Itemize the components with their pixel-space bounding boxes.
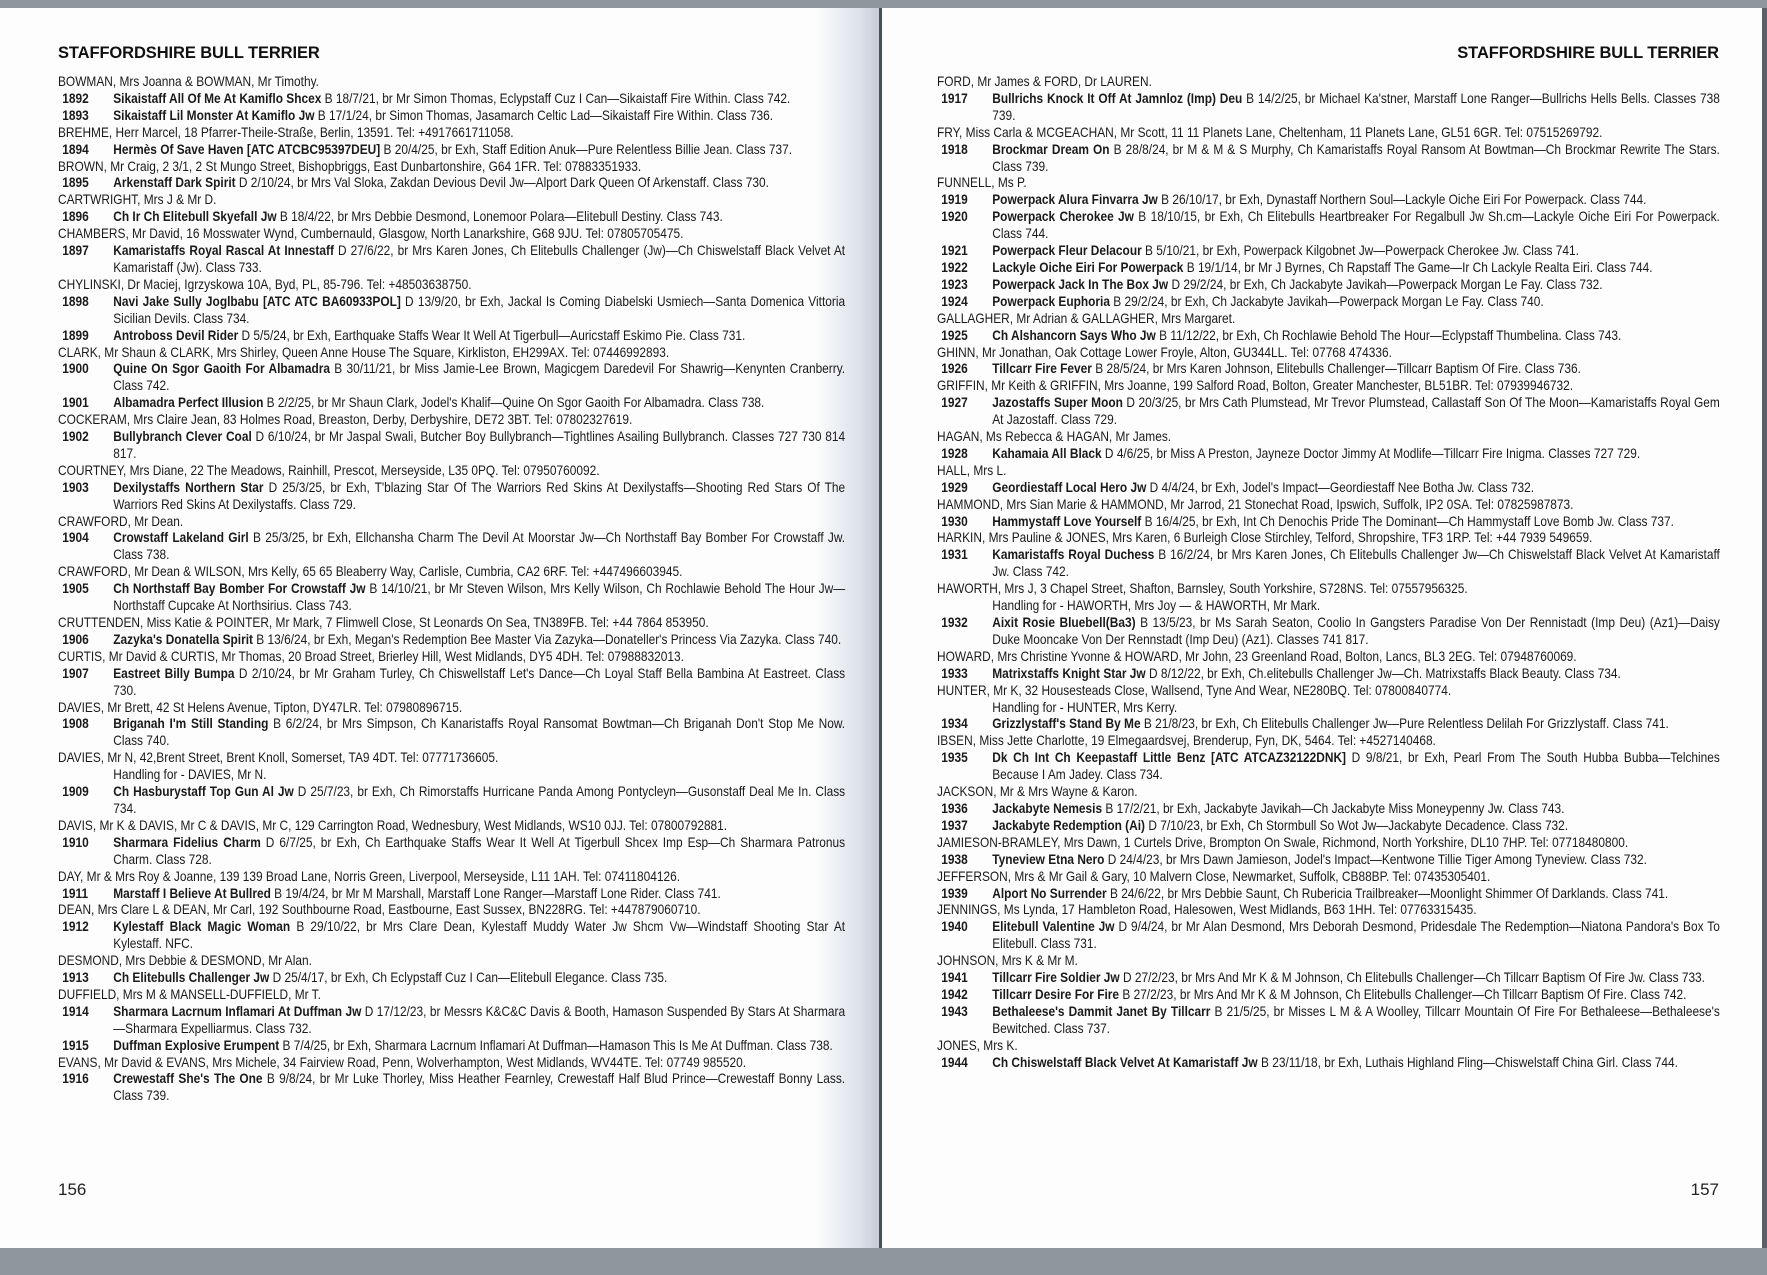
dog-name: Kylestaff Black Magic Woman: [113, 918, 291, 935]
entry-number: 1931: [941, 546, 968, 563]
dog-entry: [937, 665, 1720, 682]
entry-number: 1913: [62, 969, 89, 986]
entry-number: 1939: [941, 884, 968, 901]
entry-number: 1894: [62, 140, 89, 157]
entry-number: 1909: [62, 783, 89, 800]
exhibitor-line: JONES, Mrs K.: [937, 1036, 1018, 1053]
dog-entry: [58, 428, 845, 462]
entry-number: 1937: [941, 816, 968, 833]
dog-details: B 17/1/24, br Simon Thomas, Jasamarch Celtic Lad—Sikaistaff Fire Within. Class 736.: [317, 106, 774, 123]
entry-number: 1911: [62, 884, 89, 901]
dog-details: D 9/4/24, br Mr Alan Desmond, Mrs Deborah Desmond, Pridesdale The Redemption—Niatona Pandora's Box To Elitebull. Class 731.: [992, 918, 1720, 952]
dog-entry: [937, 1054, 1720, 1071]
dog-name: Hammystaff Love Yourself: [992, 512, 1142, 529]
entry-number: 1893: [62, 106, 89, 123]
dog-details: B 16/4/25, br Exh, Int Ch Denochis Pride The Dominant—Ch Hammystaff Love Bomb Jw. Class 737.: [1144, 512, 1674, 529]
exhibitor-line: DESMOND, Mrs Debbie & DESMOND, Mr Alan.: [58, 952, 312, 969]
entry-number: 1923: [941, 275, 968, 292]
dog-details: B 19/4/24, br Mr M Marshall, Marstaff Lone Ranger—Marstaff Lone Rider. Class 741.: [274, 884, 721, 901]
dog-name: Quine On Sgor Gaoith For Albamadra: [113, 360, 330, 377]
dog-name: Powerpack Fleur Delacour: [992, 242, 1142, 259]
dog-name: Dexilystaffs Northern Star: [113, 478, 264, 495]
dog-name: Tillcarr Fire Soldier Jw: [992, 969, 1120, 986]
entry-list: [58, 73, 845, 1104]
handling-note: Handling for - HUNTER, Mrs Kerry.: [992, 698, 1178, 715]
dog-details: B 18/10/15, br Exh, Ch Elitebulls Heartbreaker For Regalbull Jw Sh.cm—Lackyle Oiche Eiri For Powerpack. Class 744.: [992, 208, 1720, 242]
dog-entry: [937, 360, 1720, 377]
exhibitor-line: GRIFFIN, Mr Keith & GRIFFIN, Mrs Joanne, 199 Salford Road, Bolton, Greater Manchester, BL51BR. Tel: 07939946732.: [937, 377, 1574, 394]
entry-number: 1928: [941, 444, 968, 461]
dog-entry: [937, 800, 1720, 817]
entry-number: 1927: [941, 394, 968, 411]
dog-name: Sikaistaff Lil Monster At Kamiflo Jw: [113, 106, 315, 123]
dog-details: D 24/4/23, br Mrs Dawn Jamieson, Jodel's Impact—Kentwone Tillie Tiger Among Tyneview. Class 732.: [1107, 850, 1647, 867]
entry-number: 1921: [941, 242, 968, 259]
dog-entry: [937, 141, 1720, 175]
dog-name: Brockmar Dream On: [992, 140, 1110, 157]
dog-name: Alport No Surrender: [992, 884, 1107, 901]
dog-name: Sikaistaff All Of Me At Kamiflo Shcex: [113, 89, 322, 106]
entry-number: 1936: [941, 799, 968, 816]
dog-details: D 2/10/24, br Mrs Val Sloka, Zakdan Devious Devil Jw—Alport Dark Queen Of Arkenstaff. Class 730.: [238, 174, 769, 191]
exhibitor-line: JENNINGS, Ms Lynda, 17 Hambleton Road, Halesowen, West Midlands, B63 1HH. Tel: 07763315435.: [937, 901, 1477, 918]
dog-entry: [937, 90, 1720, 124]
entry-number: 1902: [62, 428, 89, 445]
dog-name: Powerpack Jack In The Box Jw: [992, 275, 1169, 292]
dog-details: D 25/7/23, br Exh, Ch Rimorstaffs Hurricane Panda Among Pontycleyn—Gusonstaff Deal Me In. Class 734.: [113, 783, 846, 816]
dog-details: D 27/6/22, br Mrs Karen Jones, Ch Elitebulls Challenger (Jw)—Ch Chiswelstaff Black Velvet At Kamaristaff (Jw). Class 733.: [113, 242, 846, 275]
dog-name: Jackabyte Redemption (Ai): [992, 816, 1146, 833]
dog-details: B 20/4/25, br Exh, Staff Edition Anuk—Pure Relentless Billie Jean. Class 737.: [383, 140, 793, 157]
entry-number: 1938: [941, 850, 968, 867]
dog-entry: [58, 1003, 845, 1037]
exhibitor-line: EVANS, Mr David & EVANS, Mrs Michele, 34 Fairview Road, Penn, Wolverhampton, West Midlands, WV44TE. Tel: 07749 985520.: [58, 1053, 747, 1070]
dog-entry: [58, 918, 845, 952]
dog-name: Jazostaffs Super Moon: [992, 394, 1123, 411]
entry-number: 1924: [941, 292, 968, 309]
dog-name: Powerpack Alura Finvarra Jw: [992, 191, 1158, 208]
dog-name: Tyneview Etna Nero: [992, 850, 1105, 867]
entry-number: 1919: [941, 191, 968, 208]
entry-number: 1925: [941, 326, 968, 343]
dog-name: Antroboss Devil Rider: [113, 326, 239, 343]
entry-number: 1897: [62, 242, 89, 259]
dog-details: B 18/7/21, br Mr Simon Thomas, Eclypstaff Cuz I Can—Sikaistaff Fire Within. Class 742.: [324, 89, 791, 106]
dog-details: D 7/10/23, br Exh, Ch Stormbull So Wot Jw—Jackabyte Decadence. Class 732.: [1148, 816, 1569, 833]
exhibitor-line: CRAWFORD, Mr Dean & WILSON, Mrs Kelly, 65 65 Bleaberry Way, Carlisle, Cumbria, CA2 6RF. Tel: +447496603945.: [58, 563, 683, 580]
dog-details: D 4/6/25, br Miss A Preston, Jayneze Doctor Jimmy At Modlife—Tillcarr Fire Inigma. Classes 727 729.: [1104, 444, 1641, 461]
dog-details: D 29/2/24, br Exh, Ch Jackabyte Javikah—Powerpack Morgan Le Fay. Class 732.: [1171, 275, 1603, 292]
entry-number: 1903: [62, 478, 89, 495]
dog-details: B 5/10/21, br Exh, Powerpack Kilgobnet Jw—Powerpack Cherokee Jw. Class 741.: [1145, 242, 1579, 259]
exhibitor-line: JACKSON, Mr & Mrs Wayne & Karon.: [937, 783, 1138, 800]
dog-entry: [58, 293, 845, 327]
dog-details: B 17/2/21, br Exh, Jackabyte Javikah—Ch Jackabyte Miss Moneypenny Jw. Class 743.: [1105, 799, 1565, 816]
entry-number: 1926: [941, 360, 968, 377]
dog-name: Bullrichs Knock It Off At Jamnloz (Imp) Deu: [992, 89, 1243, 106]
exhibitor-line: CLARK, Mr Shaun & CLARK, Mrs Shirley, Queen Anne House The Square, Kirkliston, EH299AX. Tel: 07446992893.: [58, 343, 670, 360]
dog-entry: [937, 445, 1720, 462]
dog-entry: [937, 885, 1720, 902]
exhibitor-line: GALLAGHER, Mr Adrian & GALLAGHER, Mrs Margaret.: [937, 309, 1236, 326]
dog-entry: [937, 715, 1720, 732]
entry-number: 1922: [941, 258, 968, 275]
entry-number: 1932: [941, 614, 968, 630]
entry-number: 1898: [62, 292, 89, 309]
exhibitor-line: HAWORTH, Mrs J, 3 Chapel Street, Shafton, Barnsley, South Yorkshire, S728NS. Tel: 07557956325.: [937, 580, 1468, 597]
page-header: STAFFORDSHIRE BULL TERRIER: [1457, 44, 1719, 62]
dog-details: B 23/11/18, br Exh, Luthais Highland Fling—Chiswelstaff China Girl. Class 744.: [1260, 1053, 1678, 1070]
exhibitor-line: BOWMAN, Mrs Joanna & BOWMAN, Mr Timothy.: [58, 73, 319, 89]
dog-entry: [937, 513, 1720, 530]
dog-name: Zazyka's Donatella Spirit: [113, 630, 253, 647]
entry-number: 1934: [941, 715, 968, 732]
dog-details: B 27/2/23, br Mrs And Mr K & M Johnson, Ch Elitebulls Challenger—Ch Tillcarr Baptism Of Fire. Class 742.: [1122, 985, 1687, 1002]
dog-name: Kamaristaffs Royal Rascal At Innestaff: [113, 242, 334, 259]
entry-number: 1895: [62, 174, 89, 191]
entry-number: 1940: [941, 918, 968, 935]
dog-name: Bethaleese's Dammit Janet By Tillcarr: [992, 1002, 1211, 1019]
exhibitor-line: DEAN, Mrs Clare L & DEAN, Mr Carl, 192 Southbourne Road, Eastbourne, East Sussex, BN228RG. Tel: +447879060710.: [58, 901, 701, 918]
dog-name: Hermès Of Save Haven [ATC ATCBC95397DEU]: [113, 140, 381, 157]
handling-note: Handling for - HAWORTH, Mrs Joy — & HAWORTH, Mr Mark.: [992, 597, 1321, 614]
dog-entry: [58, 529, 845, 563]
dog-details: D 9/8/21, br Exh, Pearl From The South Hubba Bubba—Telchines Because I Am Jadey. Class 734.: [992, 749, 1720, 783]
dog-entry: [58, 783, 845, 817]
exhibitor-line: HAGAN, Ms Rebecca & HAGAN, Mr James.: [937, 428, 1172, 445]
entry-number: 1935: [941, 749, 968, 766]
dog-name: Lackyle Oiche Eiri For Powerpack: [992, 258, 1184, 275]
dog-name: Geordiestaff Local Hero Jw: [992, 478, 1147, 495]
dog-details: B 25/3/25, br Exh, Ellchansha Charm The Devil At Moorstar Jw—Ch Northstaff Bay Bomber For Crowstaff Jw. Class 738.: [113, 529, 846, 563]
dog-name: Ch Chiswelstaff Black Velvet At Kamaristaff Jw: [992, 1053, 1258, 1070]
dog-details: D 6/7/25, br Exh, Ch Earthquake Staffs Wear It Well At Tigerbull Shcex Imp Esp—Ch Sharmara Patronus Charm. Class 728.: [113, 833, 846, 867]
dog-name: Duffman Explosive Erumpent: [113, 1036, 280, 1053]
dog-entry: [58, 885, 845, 902]
dog-entry: [58, 90, 845, 107]
dog-details: B 24/6/22, br Mrs Debbie Saunt, Ch Rubericia Trailbreaker—Moonlight Shimmer Of Darklands. Class 741.: [1109, 884, 1669, 901]
dog-details: B 30/11/21, br Miss Jamie-Lee Brown, Magicgem Daredevil For Shawrig—Kenynten Cranberry. Class 742.: [113, 360, 846, 394]
dog-name: Bullybranch Clever Coal: [113, 428, 252, 445]
dog-entry: [937, 479, 1720, 496]
exhibitor-line: CRAWFORD, Mr Dean.: [58, 512, 184, 529]
exhibitor-line: DUFFIELD, Mrs M & MANSELL-DUFFIELD, Mr T.: [58, 985, 321, 1002]
dog-details: D 25/4/17, br Exh, Ch Eclypstaff Cuz I Can—Elitebull Elegance. Class 735.: [272, 969, 668, 986]
dog-details: B 21/5/25, br Misses L M & A Woolley, Tillcarr Mountain Of Fire For Bethaleese—Bethaleese's Bewitched. Class 737.: [992, 1002, 1720, 1036]
dog-name: Sharmara Fidelius Charm: [113, 833, 261, 850]
dog-entry: [58, 631, 845, 648]
dog-details: D 6/10/24, br Mr Jaspal Swali, Butcher Boy Bullybranch—Tightlines Asailing Bullybranch. Classes 727 730 814 817.: [113, 428, 846, 461]
dog-name: Dk Ch Int Ch Keepastaff Little Benz [ATC ATCAZ32122DNK]: [992, 749, 1347, 766]
dog-name: Kamaristaffs Royal Duchess: [992, 546, 1155, 563]
dog-name: Marstaff I Believe At Bullred: [113, 884, 271, 901]
dog-details: B 28/5/24, br Mrs Karen Johnson, Elitebulls Challenger—Tillcarr Baptism Of Fire. Class 736.: [1095, 360, 1581, 377]
dog-details: D 27/2/23, br Mrs And Mr K & M Johnson, Ch Elitebulls Challenger—Ch Tillcarr Baptism Of Fire Jw. Class 733.: [1122, 969, 1705, 986]
dog-details: D 25/3/25, br Exh, T'blazing Star Of The Warriors Red Skins At Dexilystaffs—Shooting Red Stars Of The Warriors Red Skins At Dexilystaffs. Class 729.: [113, 478, 846, 512]
exhibitor-line: DAVIS, Mr K & DAVIS, Mr C & DAVIS, Mr C, 129 Carrington Road, Wednesbury, West Midlands, WS10 0JJ. Tel: 07800792881.: [58, 816, 728, 833]
dog-entry: [937, 394, 1720, 428]
entry-number: 1905: [62, 580, 89, 597]
dog-name: Ch Hasburystaff Top Gun Al Jw: [113, 783, 294, 800]
exhibitor-line: DAY, Mr & Mrs Roy & Joanne, 139 139 Broad Lane, Norris Green, Liverpool, Merseyside, L11 1AH. Tel: 07411804126.: [58, 867, 681, 884]
dog-entry: [58, 107, 845, 124]
exhibitor-line: BROWN, Mr Craig, 2 3/1, 2 St Mungo Street, Bishopbriggs, East Dunbartonshire, G64 1FR. Tel: 07883351933.: [58, 157, 642, 174]
dog-entry: [937, 242, 1720, 259]
dog-entry: [937, 969, 1720, 986]
dog-entry: [937, 817, 1720, 834]
entry-number: 1910: [62, 833, 89, 850]
dog-details: D 5/5/24, br Exh, Earthquake Staffs Wear It Well At Tigerbull—Auricstaff Eskimo Pie. Class 731.: [241, 326, 746, 343]
dog-name: Powerpack Euphoria: [992, 292, 1110, 309]
exhibitor-line: COURTNEY, Mrs Diane, 22 The Meadows, Rainhill, Prescot, Merseyside, L35 0PQ. Tel: 07950760092.: [58, 461, 600, 478]
dog-name: Ch Alshancorn Says Who Jw: [992, 326, 1156, 343]
entry-number: 1907: [62, 664, 89, 681]
dog-name: Briganah I'm Still Standing: [113, 715, 269, 732]
dog-entry: [58, 327, 845, 344]
handling-note: Handling for - DAVIES, Mr N.: [113, 766, 267, 783]
entry-number: 1918: [941, 140, 968, 157]
entry-number: 1941: [941, 969, 968, 986]
dog-name: Albamadra Perfect Illusion: [113, 394, 264, 411]
dog-name: Sharmara Lacrnum Inflamari At Duffman Jw: [113, 1002, 362, 1019]
dog-name: Ch Northstaff Bay Bomber For Crowstaff Jw: [113, 580, 366, 597]
dog-details: B 21/8/23, br Exh, Ch Elitebulls Challenger Jw—Pure Relentless Delilah For Grizzlystaff. Class 741.: [1143, 715, 1669, 732]
dog-entry: [58, 141, 845, 158]
dog-name: Tillcarr Fire Fever: [992, 360, 1092, 377]
dog-entry: [937, 918, 1720, 952]
dog-name: Ch Ir Ch Elitebull Skyefall Jw: [113, 208, 277, 225]
exhibitor-line: CHYLINSKI, Dr Maciej, Igrzyskowa 10A, Byd, PL, 85-796. Tel: +48503638750.: [58, 275, 472, 292]
dog-details: B 19/1/14, br Mr J Byrnes, Ch Rapstaff The Game—Ir Ch Lackyle Realta Eiri. Class 744.: [1186, 258, 1653, 275]
exhibitor-line: JAMIESON-BRAMLEY, Mrs Dawn, 1 Curtels Drive, Brompton On Swale, Richmond, North Yorkshire, DL10 7HP. Tel: 07718480800.: [937, 833, 1629, 850]
exhibitor-line: DAVIES, Mr N, 42,Brent Street, Brent Knoll, Somerset, TA9 4DT. Tel: 07771736605.: [58, 749, 499, 766]
dog-entry: [58, 394, 845, 411]
entry-number: 1929: [941, 478, 968, 495]
dog-entry: [937, 259, 1720, 276]
dog-details: D 13/9/20, br Exh, Jackal Is Coming Diabelski Usmiech—Santa Domenica Vittoria Sicilian Devils. Class 734.: [113, 292, 846, 326]
dog-details: B 14/10/21, br Mr Steven Wilson, Mrs Kelly Wilson, Ch Rochlawie Behold The Hour Jw—Northstaff Cupcake At Northsirius. Class 743.: [113, 580, 846, 614]
dog-entry: [58, 479, 845, 513]
dog-details: B 2/2/25, br Mr Shaun Clark, Jodel's Khalif—Quine On Sgor Gaoith For Albamadra. Class 738.: [266, 394, 765, 411]
dog-entry: [937, 546, 1720, 580]
dog-name: Grizzlystaff's Stand By Me: [992, 715, 1141, 732]
dog-entry: [58, 208, 845, 225]
exhibitor-line: HARKIN, Mrs Pauline & JONES, Mrs Karen, 6 Burleigh Close Stirchley, Telford, Shropshire, TF3 1RP. Tel: +44 7939 549659.: [937, 529, 1593, 546]
entry-number: 1899: [62, 326, 89, 343]
page-header: STAFFORDSHIRE BULL TERRIER: [58, 44, 320, 62]
dog-entry: [937, 1003, 1720, 1037]
dog-entry: [58, 580, 845, 614]
dog-entry: [937, 276, 1720, 293]
dog-name: Kahamaia All Black: [992, 444, 1102, 461]
dog-entry: [58, 1070, 845, 1104]
entry-number: 1896: [62, 208, 89, 225]
dog-entry: [937, 293, 1720, 310]
dog-details: D 17/12/23, br Messrs K&C&C Davis & Booth, Hamason Suspended By Stars At Sharmara—Sharmara Expelliarmus. Class 732.: [113, 1002, 846, 1036]
dog-details: B 6/2/24, br Mrs Simpson, Ch Kanaristaffs Royal Ransomat Bowtman—Ch Briganah Don't Stop Me Now. Class 740.: [113, 715, 846, 749]
dog-details: B 16/2/24, br Mrs Karen Jones, Ch Elitebulls Challenger Jw—Ch Chiswelstaff Black Velvet At Kamaristaff Jw. Class 742.: [992, 546, 1720, 580]
exhibitor-line: CARTWRIGHT, Mrs J & Mr D.: [58, 191, 217, 208]
dog-details: B 7/4/25, br Exh, Sharmara Lacrnum Inflamari At Duffman—Hamason This Is Me At Duffman. Class 738.: [282, 1036, 833, 1053]
dog-details: B 13/5/23, br Ms Sarah Seaton, Coolio In Gangsters Paradise Von Der Rennistadt (Imp Deu) (Az1)—Daisy Duke Mooncake Von Der Rennstadt (Imp Deu) (Az1). Classes 741 817.: [992, 614, 1720, 647]
dog-name: Powerpack Cherokee Jw: [992, 208, 1134, 225]
exhibitor-line: IBSEN, Miss Jette Charlotte, 19 Elmegaardsvej, Brenderup, Fyn, DK, 5464. Tel: +4527140468.: [937, 732, 1436, 749]
exhibitor-line: JEFFERSON, Mrs & Mr Gail & Gary, 10 Malvern Close, Newmarket, Suffolk, CB88BP. Tel: 07435305401.: [937, 867, 1491, 884]
entry-number: 1901: [62, 394, 89, 411]
dog-entry: [937, 986, 1720, 1003]
dog-details: D 20/3/25, br Mrs Cath Plumstead, Mr Trevor Plumstead, Callastaff Son Of The Moon—Kamaristaffs Royal Gem At Jazostaff. Class 729.: [992, 394, 1720, 428]
dog-name: Arkenstaff Dark Spirit: [113, 174, 236, 191]
dog-entry: [58, 174, 845, 191]
dog-name: Crewestaff She's The One: [113, 1070, 263, 1087]
dog-name: Jackabyte Nemesis: [992, 799, 1103, 816]
dog-details: D 4/4/24, br Exh, Jodel's Impact—Geordiestaff Nee Botha Jw. Class 732.: [1149, 478, 1535, 495]
entry-number: 1900: [62, 360, 89, 377]
dog-entry: [58, 242, 845, 276]
dog-name: Crowstaff Lakeland Girl: [113, 529, 249, 546]
entry-number: 1933: [941, 664, 968, 681]
dog-entry: [937, 327, 1720, 344]
exhibitor-line: HALL, Mrs L.: [937, 461, 1007, 478]
exhibitor-line: FUNNELL, Ms P.: [937, 174, 1027, 191]
exhibitor-line: FRY, Miss Carla & MCGEACHAN, Mr Scott, 11 11 Planets Lane, Cheltenham, 11 Planets Lane, GL51 6GR. Tel: 07515269792.: [937, 123, 1603, 140]
dog-name: Ch Elitebulls Challenger Jw: [113, 969, 270, 986]
entry-number: 1914: [62, 1002, 89, 1019]
dog-entry: [58, 360, 845, 394]
exhibitor-line: HUNTER, Mr K, 32 Housesteads Close, Wallsend, Tyne And Wear, NE280BQ. Tel: 07800840774.: [937, 681, 1452, 698]
dog-details: B 14/2/25, br Michael Ka'stner, Marstaff Lone Ranger—Bullrichs Hells Bells. Classes 738 739.: [992, 89, 1720, 123]
exhibitor-line: JOHNSON, Mrs K & Mr M.: [937, 952, 1078, 969]
entry-number: 1944: [941, 1053, 968, 1070]
dog-entry: [58, 969, 845, 986]
page-edge: [1762, 8, 1767, 1248]
exhibitor-line: CHAMBERS, Mr David, 16 Mosswater Wynd, Cumbernauld, Glasgow, North Lanarkshire, G68 9JU. Tel: 07805705475.: [58, 225, 684, 242]
exhibitor-line: BREHME, Herr Marcel, 18 Pfarrer-Theile-Straße, Berlin, 13591. Tel: +4917661711058.: [58, 123, 514, 140]
entry-number: 1942: [941, 985, 968, 1002]
dog-details: B 11/12/22, br Exh, Ch Rochlawie Behold The Hour—Eclypstaff Thumbelina. Class 743.: [1159, 326, 1622, 343]
entry-number: 1920: [941, 208, 968, 225]
dog-details: B 26/10/17, br Exh, Dynastaff Northern Soul—Lackyle Oiche Eiri For Powerpack. Class 744.: [1161, 191, 1647, 208]
entry-number: 1917: [941, 89, 968, 106]
dog-name: Eastreet Billy Bumpa: [113, 664, 235, 681]
entry-number: 1892: [62, 89, 89, 106]
dog-entry: [937, 851, 1720, 868]
dog-entry: [937, 749, 1720, 783]
dog-name: Aixit Rosie Bluebell(Ba3): [992, 614, 1136, 630]
dog-name: Navi Jake Sully Joglbabu [ATC ATC BA60933POL]: [113, 292, 401, 309]
exhibitor-line: COCKERAM, Mrs Claire Jean, 83 Holmes Road, Breaston, Derby, Derbyshire, DE72 3BT. Tel: 07802327619.: [58, 411, 633, 428]
exhibitor-line: DAVIES, Mr Brett, 42 St Helens Avenue, Tipton, DY47LR. Tel: 07980896715.: [58, 698, 463, 715]
dog-entry: [58, 715, 845, 749]
dog-details: B 9/8/24, br Mr Luke Thorley, Miss Heather Fearnley, Crewestaff Half Blud Prince—Crewestaff Bonny Lass. Class 739.: [113, 1070, 846, 1104]
exhibitor-line: CURTIS, Mr David & CURTIS, Mr Thomas, 20 Broad Street, Brierley Hill, West Midlands, DY5 4DH. Tel: 07988832013.: [58, 647, 684, 664]
dog-details: B 29/10/22, br Mrs Clare Dean, Kylestaff Muddy Water Jw Shcm Vw—Windstaff Shooting Star At Kylestaff. NFC.: [113, 918, 846, 952]
dog-details: D 8/12/22, br Exh, Ch.elitebulls Challenger Jw—Ch. Matrixstaffs Black Beauty. Class 734.: [1148, 664, 1621, 681]
dog-entry: [58, 665, 845, 699]
dog-name: Matrixstaffs Knight Star Jw: [992, 664, 1146, 681]
dog-details: B 13/6/24, br Exh, Megan's Redemption Bee Master Via Zazyka—Donateller's Princess Via Zazyka. Class 740.: [256, 630, 842, 647]
entry-number: 1930: [941, 512, 968, 529]
dog-details: B 29/2/24, br Exh, Ch Jackabyte Javikah—Powerpack Morgan Le Fay. Class 740.: [1113, 292, 1544, 309]
exhibitor-line: CRUTTENDEN, Miss Katie & POINTER, Mr Mark, 7 Flimwell Close, St Leonards On Sea, TN389FB. Tel: +44 7864 853950.: [58, 614, 709, 630]
dog-details: D 2/10/24, br Mr Graham Turley, Ch Chiswellstaff Let's Dance—Ch Loyal Staff Bella Bambina At Eastreet. Class 730.: [113, 664, 846, 698]
entry-number: 1915: [62, 1036, 89, 1053]
exhibitor-line: HOWARD, Mrs Christine Yvonne & HOWARD, Mr John, 23 Greenland Road, Bolton, Lancs, BL3 2EG. Tel: 07948760069.: [937, 647, 1577, 664]
page-number: 157: [1690, 1180, 1719, 1199]
entry-number: 1916: [62, 1070, 89, 1087]
dog-name: Tillcarr Desire For Fire: [992, 985, 1120, 1002]
exhibitor-line: FORD, Mr James & FORD, Dr LAUREN.: [937, 73, 1152, 89]
dog-details: B 28/8/24, br M & M & S Murphy, Ch Kamaristaffs Royal Ransom At Bowtman—Ch Brockmar Rewrite The Stars. Class 739.: [992, 140, 1720, 174]
entry-number: 1906: [62, 630, 89, 647]
entry-list: [937, 73, 1720, 1070]
entry-number: 1912: [62, 918, 89, 935]
entry-number: 1943: [941, 1002, 968, 1019]
dog-name: Elitebull Valentine Jw: [992, 918, 1115, 935]
dog-entry: [937, 208, 1720, 242]
exhibitor-line: GHINN, Mr Jonathan, Oak Cottage Lower Froyle, Alton, GU344LL. Tel: 07768 474336.: [937, 343, 1392, 360]
dog-details: B 18/4/22, br Mrs Debbie Desmond, Lonemoor Polara—Elitebull Destiny. Class 743.: [279, 208, 723, 225]
dog-entry: [58, 834, 845, 868]
entry-number: 1908: [62, 715, 89, 732]
dog-entry: [937, 191, 1720, 208]
exhibitor-line: HAMMOND, Mrs Sian Marie & HAMMOND, Mr Jarrod, 21 Stonechat Road, Ipswich, Suffolk, IP2 0SA. Tel: 07825987873.: [937, 495, 1574, 512]
entry-number: 1904: [62, 529, 89, 546]
page-number: 156: [58, 1180, 87, 1199]
dog-entry: [937, 614, 1720, 648]
dog-entry: [58, 1037, 845, 1054]
